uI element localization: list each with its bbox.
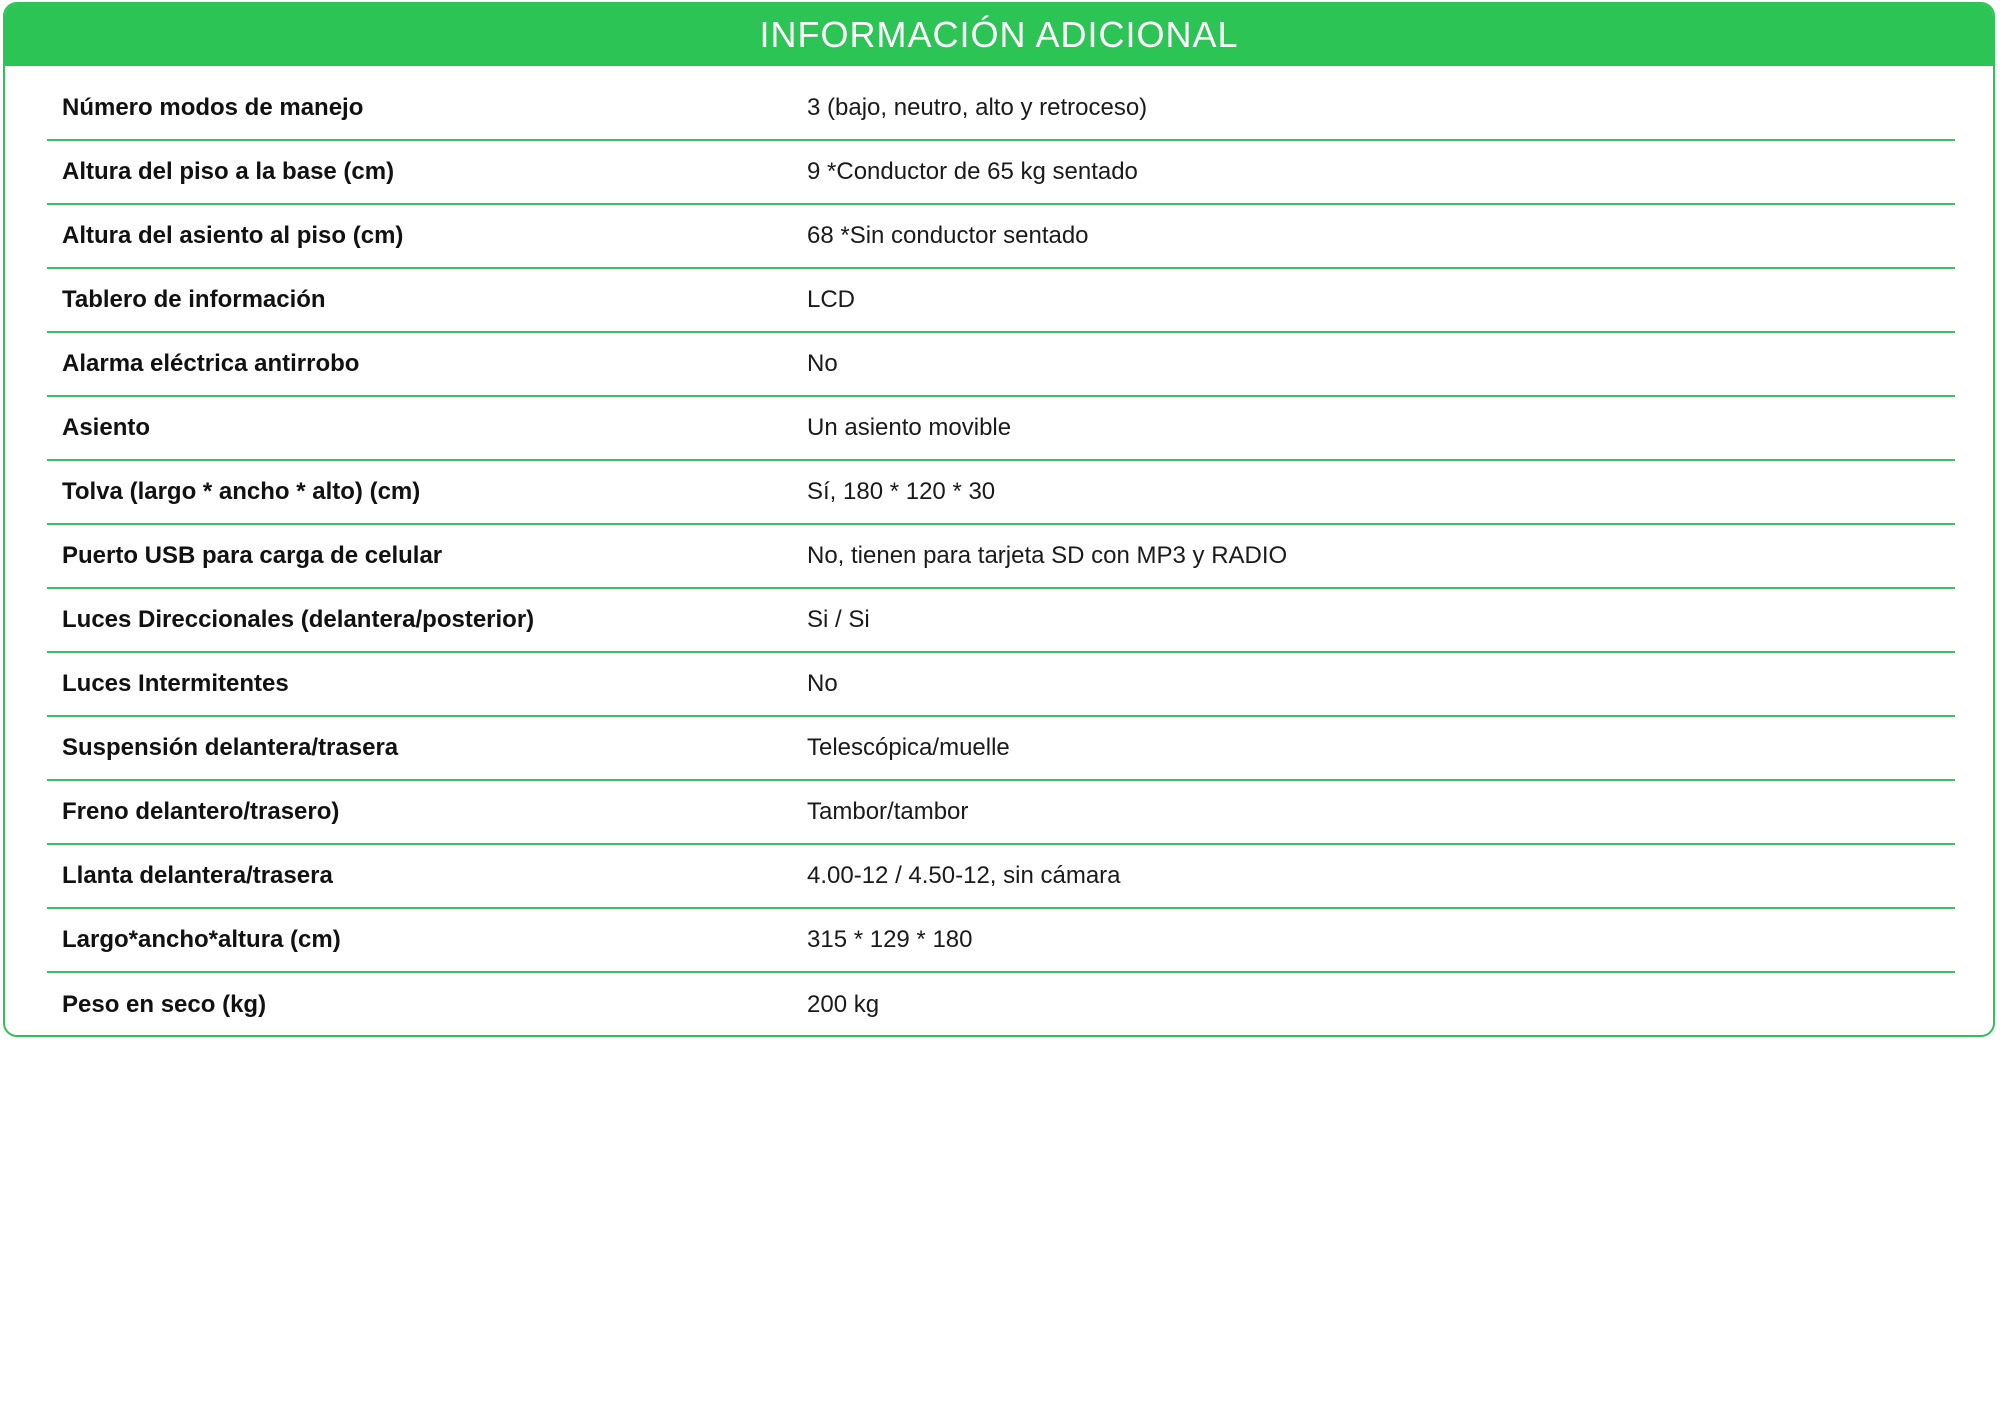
spec-label: Largo*ancho*altura (cm) bbox=[62, 926, 341, 953]
spec-label: Puerto USB para carga de celular bbox=[62, 542, 443, 569]
spec-value: LCD bbox=[807, 286, 856, 313]
table-row bbox=[47, 269, 1955, 333]
spec-label: Tolva (largo * ancho * alto) (cm) bbox=[62, 478, 421, 505]
spec-value: 68 *Sin conductor sentado bbox=[807, 222, 1089, 249]
table-row bbox=[47, 909, 1955, 973]
spec-value: Si / Si bbox=[807, 606, 870, 633]
table-row bbox=[47, 397, 1955, 461]
spec-value: Telescópica/muelle bbox=[807, 734, 1010, 761]
table-row bbox=[47, 77, 1955, 141]
table-row bbox=[47, 973, 1955, 1037]
spec-label: Número modos de manejo bbox=[62, 94, 364, 121]
spec-value: 4.00-12 / 4.50-12, sin cámara bbox=[807, 862, 1121, 889]
table-row bbox=[47, 717, 1955, 781]
spec-label: Altura del piso a la base (cm) bbox=[62, 158, 395, 185]
panel-header bbox=[5, 4, 1993, 66]
spec-value: No bbox=[807, 670, 838, 697]
spec-value: 9 *Conductor de 65 kg sentado bbox=[807, 158, 1138, 185]
table-row bbox=[47, 333, 1955, 397]
spec-label: Peso en seco (kg) bbox=[62, 991, 267, 1018]
spec-label: Luces Direccionales (delantera/posterior) bbox=[62, 606, 535, 633]
spec-value: No, tienen para tarjeta SD con MP3 y RADIO bbox=[807, 542, 1288, 569]
additional-info-panel bbox=[3, 2, 1995, 1037]
spec-table bbox=[47, 77, 1955, 1037]
spec-value: Tambor/tambor bbox=[807, 798, 969, 825]
spec-value: Un asiento movible bbox=[807, 414, 1012, 441]
spec-value: Sí, 180 * 120 * 30 bbox=[807, 478, 996, 505]
spec-label: Llanta delantera/trasera bbox=[62, 862, 333, 889]
table-row bbox=[47, 205, 1955, 269]
table-row bbox=[47, 653, 1955, 717]
table-row bbox=[47, 461, 1955, 525]
spec-label: Alarma eléctrica antirrobo bbox=[62, 350, 360, 377]
spec-label: Luces Intermitentes bbox=[62, 670, 289, 697]
spec-label: Tablero de información bbox=[62, 286, 326, 313]
spec-value: No bbox=[807, 350, 838, 377]
panel-title: INFORMACIÓN ADICIONAL bbox=[759, 14, 1239, 55]
table-row bbox=[47, 845, 1955, 909]
table-row bbox=[47, 141, 1955, 205]
table-row bbox=[47, 589, 1955, 653]
spec-value: 315 * 129 * 180 bbox=[807, 926, 973, 953]
spec-value: 3 (bajo, neutro, alto y retroceso) bbox=[807, 94, 1148, 121]
spec-label: Asiento bbox=[62, 414, 151, 441]
spec-label: Freno delantero/trasero) bbox=[62, 798, 340, 825]
table-row bbox=[47, 781, 1955, 845]
spec-label: Altura del asiento al piso (cm) bbox=[62, 222, 404, 249]
spec-value: 200 kg bbox=[807, 991, 880, 1018]
table-row bbox=[47, 525, 1955, 589]
spec-label: Suspensión delantera/trasera bbox=[62, 734, 399, 761]
